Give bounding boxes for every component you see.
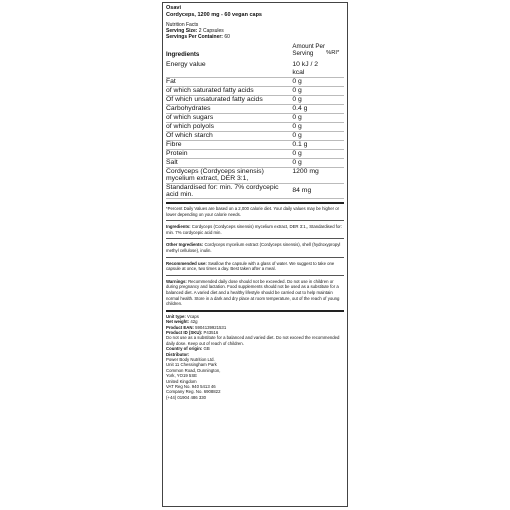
distributor-line: Power Body Nutrition Ltd. — [166, 356, 215, 362]
product-ean: Product EAN: 5904139921531 — [166, 324, 227, 330]
ingredients-section: Ingredients: Cordyceps (Cordyceps sinensis) mycelium extract, DER 3:1,, Standardised for: min. 7% cordycepic acid min. — [166, 224, 343, 235]
product-info-section — [166, 314, 344, 401]
table-row: Of which unsaturated fatty acids 0 g — [166, 96, 344, 105]
distributor-line: Common Road, Dunnington, — [166, 367, 221, 373]
table-row: Protein 0 g — [166, 150, 344, 159]
servings-per-container: Servings Per Container: 60 — [166, 34, 230, 40]
other-ingredients-section: Other Ingredients: Cordyceps mycelium extract (Cordyceps sinensis), shell (hydroxypropyl methyl cellulose), inulin. — [166, 242, 341, 253]
table-row: Carbohydrates 0.4 g — [166, 105, 344, 114]
header-ingredients: Ingredients — [166, 51, 200, 58]
distributor-line: Company Reg. No. 6908822 — [166, 389, 221, 395]
table-row: Fat 0 g — [166, 78, 344, 87]
distributor-label: Distributor: — [166, 351, 190, 357]
table-row: Cordyceps (Cordyceps sinensis) mycelium extract, DER 3:1, 1200 mg — [166, 168, 344, 183]
section-divider — [166, 257, 344, 258]
table-row: of which polyols 0 g — [166, 123, 344, 132]
table-row: Fibre 0.1 g — [166, 141, 344, 150]
usage-note: Do not use as a substitute for a balanced and varied diet. Do not exceed the recommended daily dose. Keep out of reach of children. — [166, 335, 340, 346]
country-of-origin: Country of origin: GB — [166, 346, 210, 352]
table-header — [166, 43, 344, 58]
brand-name: Osavi — [166, 5, 181, 11]
unit-type: Unit type: Vcaps — [166, 313, 199, 319]
nutrition-table — [166, 43, 344, 199]
table-row: of which saturated fatty acids 0 g — [166, 87, 344, 96]
recommended-use-section: Recommended use: Swallow the capsule with a glass of water. We suggest to take one capsule at once, two times a day. Best taken after a meal. — [166, 260, 335, 272]
supplement-facts-label — [162, 2, 348, 507]
table-row: Energy value 10 kJ / 2 kcal — [166, 58, 344, 78]
nutrition-facts-heading: Nutrition Facts — [166, 22, 199, 28]
section-divider — [166, 275, 344, 276]
header-ri: %RI* — [326, 50, 340, 56]
serving-size: Serving Size: 2 Capsules — [166, 28, 224, 34]
daily-value-footnote: *Percent Daily Values are based on a 2,000 calorie diet. Your daily values may be higher or lower depending on your calorie needs. — [166, 206, 340, 217]
section-divider — [166, 238, 344, 239]
section-divider — [166, 220, 344, 221]
table-row: Salt 0 g — [166, 159, 344, 168]
table-row: of which sugars 0 g — [166, 114, 344, 123]
section-divider — [166, 202, 344, 204]
distributor-line: Unit 11 Chessingham Park — [166, 362, 217, 368]
product-sku: Product ID (SKU): P43516 — [166, 329, 219, 335]
table-row: Of which starch 0 g — [166, 132, 344, 141]
serving-info — [166, 22, 344, 40]
section-divider — [166, 310, 344, 312]
warnings-section: Warnings: Recommended daily dose should not be exceeded. Do not use in children or during pregnancy and lactation. Food supplements should not be used as a substitute for a balanced diet. A varied diet and a healthy lifestyle should be carried out to help maintain normal health. Store in a dark and dry place at room temperature, out of the reach of young children. — [166, 278, 340, 307]
product-name: Cordyceps, 1200 mg - 60 vegan caps — [166, 11, 262, 18]
net-weight: Net weight: 42g — [166, 319, 198, 325]
distributor-line: United Kingdom — [166, 378, 197, 384]
distributor-line: VAT Reg No. 940 5413 46 — [166, 384, 216, 390]
table-row: Standardised for: min. 7% cordycepic acid min. 84 mg — [166, 183, 344, 198]
header-amount: Amount Per Serving — [292, 43, 326, 58]
distributor-line: (+44) 01904 486 330 — [166, 394, 207, 400]
distributor-line: York, YO19 5SE — [166, 373, 198, 379]
